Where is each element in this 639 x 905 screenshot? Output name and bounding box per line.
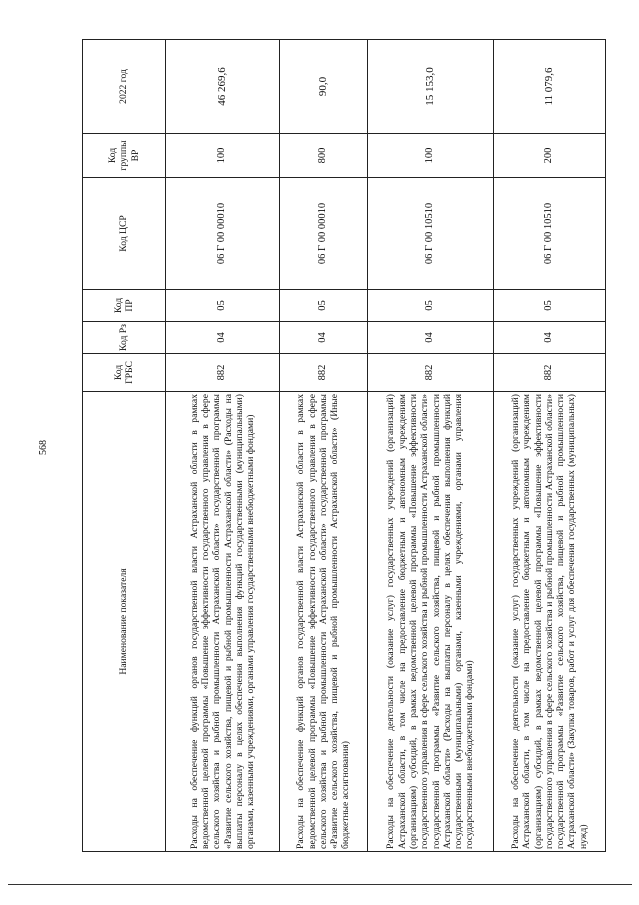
row-grbs: 882 <box>368 354 494 392</box>
header-year: 2022 год <box>83 40 166 134</box>
row-pr: 05 <box>368 290 494 322</box>
row-csr: 06 Г 00 10510 <box>494 178 606 290</box>
row-name: Расходы на обеспечение деятельности (оказание услуг) государственных учреждений (организаций) Астраханской области, в том числе на предоставление бюджетным и автономным учреждениям (организациям) субсидий, в рамках ведомственной целевой программы «Повышение эффективности государственного управления в сфере сельского хозяйства и рыбной промышленности Астраханской области» государственной программы «Развитие сельского хозяйства, пищевой и рыбной промышленности Астраханской области» (Расходы на выплаты персоналу в целях обеспечения выполнения функций государственными (муниципальными) органами, казенными учреждениями, органами управления государственными внебюджетными фондами) <box>368 392 494 852</box>
row-csr: 06 Г 00 10510 <box>368 178 494 290</box>
row-pr: 05 <box>494 290 606 322</box>
row-grbs: 882 <box>494 354 606 392</box>
row-rz: 04 <box>494 322 606 354</box>
table-row <box>494 40 606 852</box>
row-rz: 04 <box>166 322 280 354</box>
row-vr: 800 <box>280 134 368 178</box>
row-amount: 46 269,6 <box>166 40 280 134</box>
bottom-rule <box>8 884 632 885</box>
row-name: Расходы на обеспечение функций органов государственной власти Астраханской области в рамках ведомственной целевой программы «Повышение эффективности государственного управления в сфере сельского хозяйства и рыбной промышленности Астраханской области» государственной программы «Развитие сельского хозяйства, пищевой и рыбной промышленности Астраханской области» (Расходы на выплаты персоналу в целях обеспечения выполнения функций государственными (муниципальными) органами, казенными учреждениями, органами управления государственными внебюджетными фондами) <box>166 392 280 852</box>
row-grbs: 882 <box>166 354 280 392</box>
row-csr: 06 Г 00 00010 <box>280 178 368 290</box>
table-row <box>280 40 368 852</box>
header-csr: Код ЦСР <box>83 178 166 290</box>
row-amount: 15 153,0 <box>368 40 494 134</box>
header-grbs: Код ГРБС <box>83 354 166 392</box>
table-row <box>166 40 280 852</box>
row-vr: 100 <box>368 134 494 178</box>
table-header-row <box>83 40 166 852</box>
header-name: Наименование показателя <box>83 392 166 852</box>
row-rz: 04 <box>280 322 368 354</box>
rotated-page-content <box>82 40 602 852</box>
row-vr: 100 <box>166 134 280 178</box>
row-vr: 200 <box>494 134 606 178</box>
row-pr: 05 <box>166 290 280 322</box>
row-csr: 06 Г 00 00010 <box>166 178 280 290</box>
row-name: Расходы на обеспечение деятельности (оказание услуг) государственных учреждений (организаций) Астраханской области, в том числе на предоставление бюджетным и автономным учреждениям (организациям) субсидий, в рамках ведомственной целевой программы «Повышение эффективности государственного управления в сфере сельского хозяйства и рыбной промышленности Астраханской области» государственной программы «Развитие сельского хозяйства, пищевой и рыбной промышленности Астраханской области» (Закупка товаров, работ и услуг для обеспечения государственных (муниципальных) нужд) <box>494 392 606 852</box>
page-number: 568 <box>38 440 49 455</box>
row-pr: 05 <box>280 290 368 322</box>
row-rz: 04 <box>368 322 494 354</box>
header-pr: Код ПР <box>83 290 166 322</box>
row-amount: 11 079,6 <box>494 40 606 134</box>
row-grbs: 882 <box>280 354 368 392</box>
row-name: Расходы на обеспечение функций органов государственной власти Астраханской области в рамках ведомственной целевой программы «Повышение эффективности государственного управления в сфере сельского хозяйства и рыбной промышленности Астраханской области» государственной программы «Развитие сельского хозяйства, пищевой и рыбной промышленности Астраханской области» (Иные бюджетные ассигнования) <box>280 392 368 852</box>
budget-table <box>82 39 606 852</box>
table-row <box>368 40 494 852</box>
header-rz: Код Рз <box>83 322 166 354</box>
row-amount: 90,0 <box>280 40 368 134</box>
header-vr: Код группы ВР <box>83 134 166 178</box>
